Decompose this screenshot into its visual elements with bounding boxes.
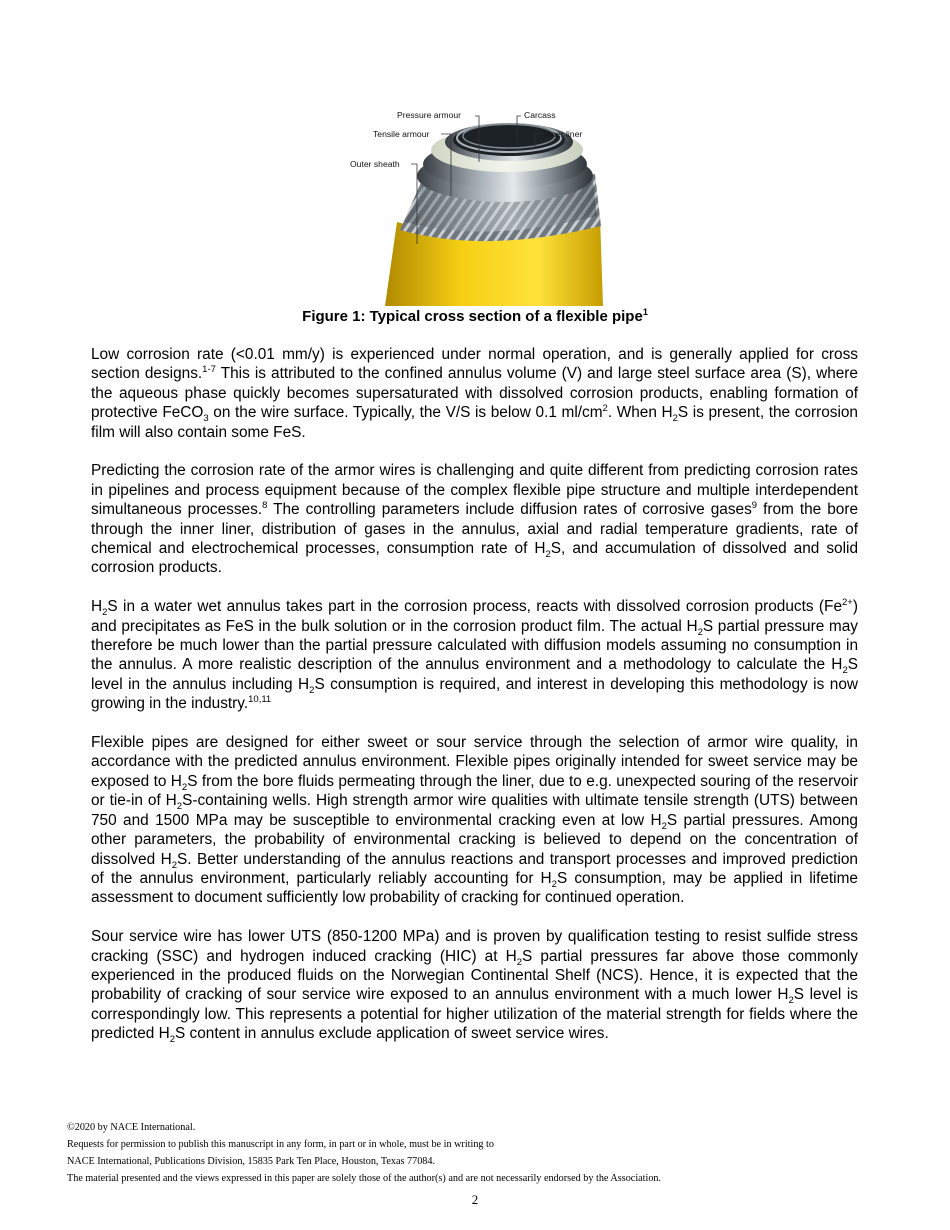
paragraph-5: Sour service wire has lower UTS (850-1200 MPa) and is proven by qualification testing to resist sulfide stress cracking (SSC) and hydrogen induced cracking (HIC) at $H_2S$ partial pressures far above those commonly experienced in the produced fluids on the Norwegian Continental Shelf (NCS). Hence, it is expected that the probability of cracking of sour service wire exposed to an annulus environment with a much lower $H_2S$ level is correspondingly low. This represents a potential for higher utilization of the material strength for fields where the predicted $H_2S$ content in annulus exclude application of sweet service wires. [91, 928, 858, 1046]
paragraph-4: Flexible pipes are designed for either sweet or sour service through the selection of armor wire quality, in accordance with the predicted annulus environment. Flexible pipes originally intended for sweet service may be exposed to $H_2S$ from the bore fluids permeating through the liner, due to e.g. unexpected souring of the reservoir or tie-in of $H_2S$-containing wells. High strength armor wire qualities with ultimate tensile strength (UTS) between 750 and 1500 MPa may be susceptible to environmental cracking even at low $H_2S$ partial pressures. Among other parameters, the probability of environmental cracking is believed to depend on the concentration of dissolved $H_2S$. Better understanding of the annulus reactions and transport processes and improved prediction of the annulus environment, particularly reliably accounting for $H_2S$ consumption, may be applied in lifetime assessment to document sufficiently low probability of cracking for continued operation. [91, 734, 858, 907]
body-text [91, 345, 858, 1063]
figure-caption: Figure 1: Typical cross section of a flexible pipe$^1$ [302, 307, 648, 325]
label-pressure-armour: Pressure armour [397, 110, 461, 120]
footer-disclaimer-line: The material presented and the views expressed in this paper are solely those of the author(s) and are not necessarily endorsed by the Association. [67, 1173, 662, 1184]
label-outer-sheath: Outer sheath [350, 159, 400, 169]
page-footer [67, 1119, 927, 1187]
footer-copyright: ©2020 by NACE International. [67, 1122, 196, 1133]
label-inner-liner: Inner liner [544, 129, 583, 139]
paragraph-3: $H_2S$ in a water wet annulus takes part in the corrosion process, reacts with dissolved corrosion products $(Fe^{2+})$ and precipitates as FeS in the bulk solution or in the corrosion product film. The actual $H_2S$ partial pressure may therefore be much lower than the partial pressure calculated with diffusion models assuming no consumption in the annulus. A more realistic description of the annulus environment and a methodology to calculate the $H_2S$ level in the annulus including $H_2S$ consumption is required, and interest in developing this methodology is now growing in the industry.$^{10,11}$ [91, 597, 859, 713]
label-carcass: Carcass [524, 110, 556, 120]
page-number: 2 [471, 1192, 479, 1207]
paragraph-2: Predicting the corrosion rate of the armor wires is challenging and quite different from predicting corrosion rates in pipelines and process equipment because of the complex flexible pipe structure and multiple interdependent simultaneous processes.$^8$ The controlling parameters include diffusion rates of corrosive gases$^9$ from the bore through the inner liner, distribution of gases in the annulus, axial and radial temperature gradients, rate of chemical and electrochemical processes, consumption rate of $H_2S$, and accumulation of dissolved and solid corrosion products. [91, 462, 859, 577]
footer-permission-line: Requests for permission to publish this manuscript in any form, in part or in whole, must be in writing to [67, 1139, 494, 1150]
paragraph-1: Low corrosion rate (<0.01 mm/y) is experienced under normal operation, and is generally applied for cross section designs.$^{1-7}$ This is attributed to the confined annulus volume (V) and large steel surface area (S), where the aqueous phase quickly becomes supersaturated with dissolved corrosion products, enabling formation of protective FeCO$_3$ on the wire surface. Typically, the V/S is below 0.1 $ml/cm^2$. When $H_2S$ is present, the corrosion film will also contain some FeS. [91, 346, 858, 441]
figure-flexible-pipe [345, 104, 607, 306]
caption-reference: 1 [642, 307, 648, 317]
label-tensile-armour: Tensile armour [373, 129, 430, 139]
footer-address-line: NACE International, Publications Division, 15835 Park Ten Place, Houston, Texas 77084. [67, 1156, 436, 1167]
